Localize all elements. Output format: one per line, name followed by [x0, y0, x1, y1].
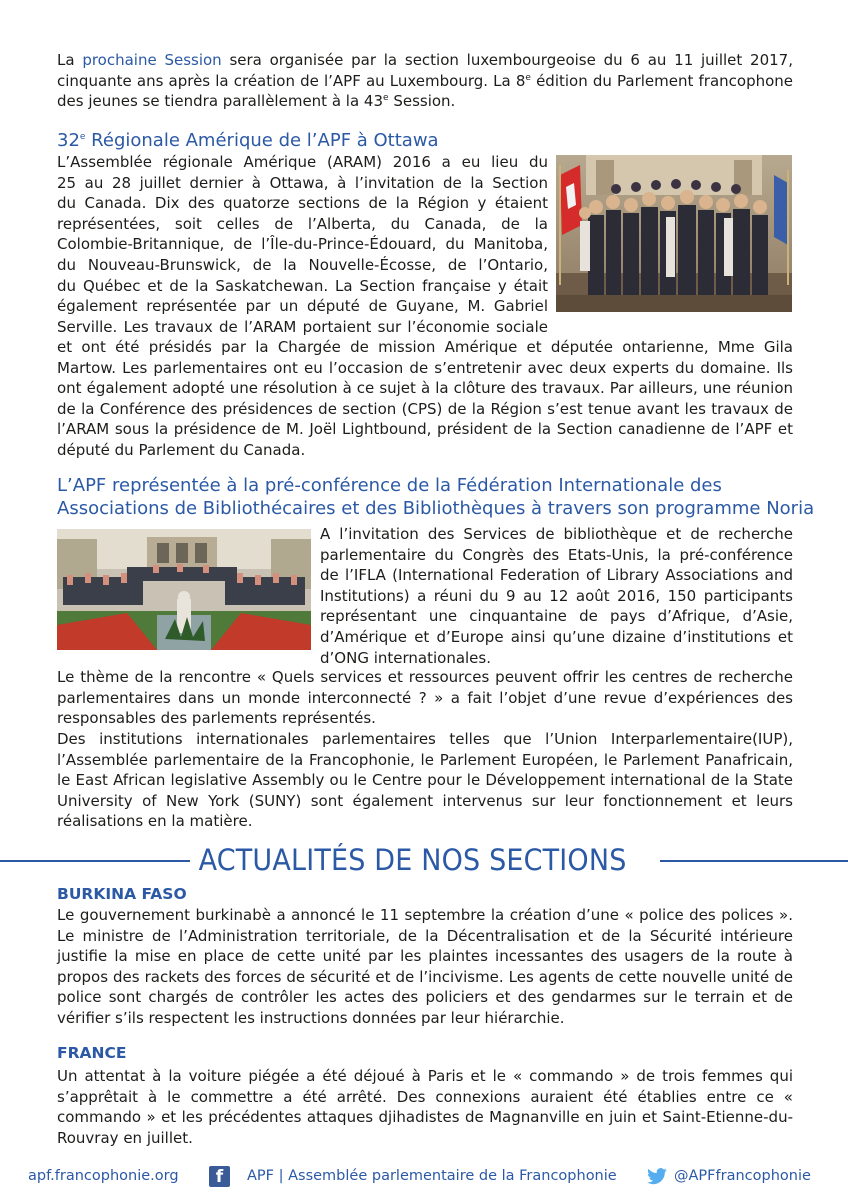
wrapped-line: L’Assemblée régionale Amérique (ARAM) 2016 a eu lieu du	[57, 153, 548, 171]
ifla-heading-line-1: L’APF représentée à la pré-conférence de la Fédération Internationale des	[57, 475, 722, 496]
burkina-paragraph: Le gouvernement burkinabè a annoncé le 11 septembre la création d’une « police des polices ». Le ministre de l’Administration territoriale, de la Décentralisation et de la Sécurité intérieure justifie la mise en place de cette unité par les plaintes incessantes des usagers de la route à propos des rackets des forces de sécurité et de l’incivisme. Les agents de cette nouvelle unité de police sont chargés de contrôler les actes des policiers et des gendarmes sur le terrain et de vérifier s’ils respectent les instructions données par leur hiérarchie.	[57, 906, 793, 1027]
footer-twitter-link[interactable]: @APFfrancophonie	[674, 1168, 811, 1184]
wrapped-line: également représentée par un député de Guyane, M. Gabriel	[57, 297, 548, 316]
wrapped-line: du Québec et de la Saskatchewan. La Section française y était	[57, 276, 548, 295]
wrapped-line: Institutions) a réuni du 9 au 12 août 2016, 150 participants	[320, 586, 793, 605]
aram-group-photo	[556, 155, 792, 312]
wrapped-line: 25 au 28 juillet dernier à Ottawa, à l’invitation de la Section	[57, 173, 548, 192]
intro-paragraph	[57, 50, 793, 112]
footer-facebook-link[interactable]: APF | Assemblée parlementaire de la Francophonie	[247, 1168, 617, 1184]
country-heading-burkina: BURKINA FASO	[57, 885, 187, 903]
section-divider-right	[660, 860, 848, 862]
sections-title: ACTUALITÉS DE NOS SECTIONS	[198, 843, 627, 877]
intro-text-3: Session.	[388, 92, 456, 111]
country-heading-france: FRANCE	[57, 1044, 127, 1062]
intro-text-start: La	[57, 51, 83, 69]
france-paragraph: Un attentat à la voiture piégée a été déjoué à Paris et le « commando » de trois femmes qui s’apprêtait à le commettre a été arrêté. Des connexions auraient été établies entre ce « commando » et les précédentes attaques djihadistes de Magnanville en juin et Saint-Etienne-du-Rouvray en juillet.	[57, 1067, 793, 1147]
wrapped-line: d’ONG internationales.	[320, 648, 491, 667]
wrapped-line: A l’invitation des Services de bibliothèque et de recherche	[320, 525, 793, 543]
ifla-group-photo	[57, 529, 311, 650]
wrapped-line: du Nouveau-Brunswick, de la Nouvelle-Écosse, de l’Ontario,	[57, 256, 548, 274]
wrapped-line: Colombie-Britannique, de l’Île-du-Prince-Édouard, du Manitoba,	[57, 235, 548, 254]
aram-paragraph-rest: et ont été présidés par la Chargée de mission Amérique et députée ontarienne, Mme Gila Martow. Les parlementaires ont eu l’occasion de s’entretenir avec deux experts du domaine. Ils ont également adopté une résolution à ce sujet à la clôture des travaux. Par ailleurs, une réunion de la Conférence des présidences de section (CPS) de la Région s’est tenue avant les travaux de l’ARAM sous la présidence de M. Joël Lightbound, président de la Section canadienne de l’APF et député du Parlement du Canada.	[57, 338, 793, 459]
wrapped-line: parlementaire du Congrès des Etats-Unis, la pré-conférence	[320, 545, 793, 564]
section-divider-left	[0, 860, 190, 862]
wrapped-line: représentées, soit celles de l’Alberta, du Canada, de la	[57, 214, 548, 233]
wrapped-line: représentant une cinquantaine de pays d’Afrique, d’Asie,	[320, 607, 793, 626]
ifla-paragraph-institutions: Des institutions internationales parlementaires telles que l’Union Interparlementaire(IUP), l’Assemblée parlementaire de la Francophonie, le Parlement Européen, le Parlement Panafricain, le East African legislative Assembly ou le Centre pour le Développement international de la State University of New York (SUNY) sont également intervenus sur leur fonctionnement et leurs réalisations en la matière.	[57, 730, 793, 831]
footer-website-link[interactable]: apf.francophonie.org	[28, 1168, 179, 1184]
aram-heading	[57, 129, 817, 152]
superscript: e	[383, 93, 389, 104]
superscript: e	[525, 72, 531, 83]
wrapped-line: Serville. Les travaux de l’ARAM portaient sur l’économie sociale	[57, 317, 548, 336]
intro-text-1: sera organisée par la section luxembourgeoise du 6 au 11 juillet 2017, cinquante ans après la création de l’APF au Luxembourg. La 8	[57, 51, 793, 90]
intro-text-2: édition du Parlement francophone des jeunes se tiendra parallèlement à la 43	[57, 71, 794, 111]
wrapped-line: d’Amérique et d’Europe ainsi qu’une dizaine d’institutions et	[320, 628, 793, 646]
wrapped-line: du Canada. Dix des quatorze sections de la Région y étaient	[57, 194, 548, 213]
ifla-heading	[57, 474, 817, 520]
next-session-link[interactable]: prochaine Session	[82, 51, 222, 69]
heading-text: Régionale Amérique de l’APF à Ottawa	[85, 130, 439, 151]
ifla-heading-line-2: Associations de Bibliothécaires et des Bibliothèques à travers son programme Noria	[57, 498, 815, 519]
twitter-bird-icon[interactable]	[646, 1168, 668, 1186]
heading-number: 32	[57, 130, 80, 151]
ifla-paragraph-theme: Le thème de la rencontre « Quels services et ressources peuvent offrir les centres de recherche parlementaires dans un monde interconnecté ? » a fait l’objet d’une revue d’expériences des responsables des parlements représentés.	[57, 668, 793, 728]
superscript: e	[79, 132, 86, 142]
wrapped-line: de l’IFLA (International Federation of Library Associations and	[320, 566, 793, 585]
facebook-icon[interactable]: f	[209, 1166, 230, 1187]
